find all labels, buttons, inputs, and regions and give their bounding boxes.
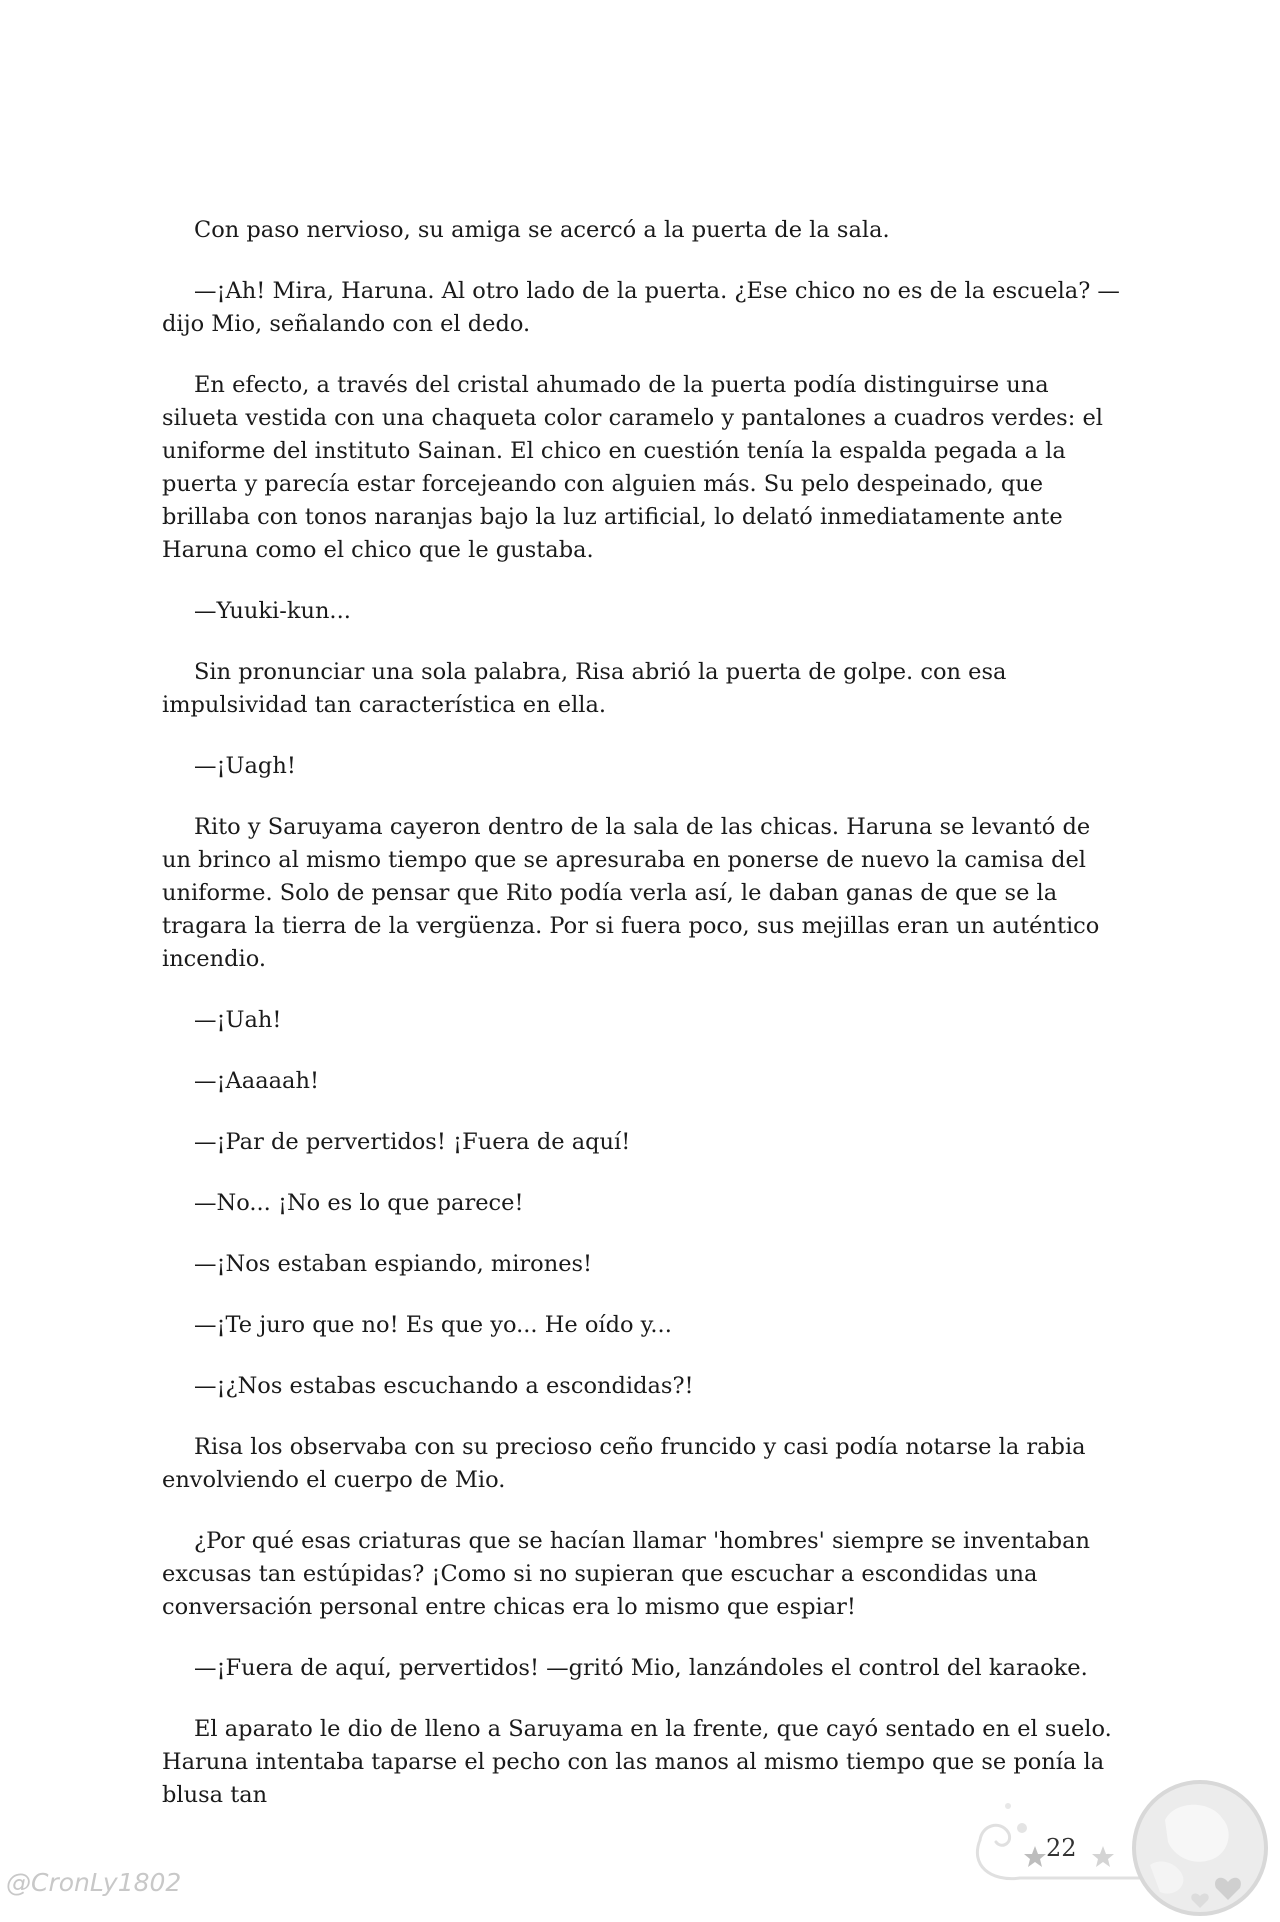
paragraph: —¡Par de pervertidos! ¡Fuera de aquí! [194,1129,631,1155]
paragraph: —¡Fuera de aquí, pervertidos! —gritó Mio, lanzándoles el control del karaoke. [194,1655,1088,1681]
paragraph: En efecto, a través del cristal ahumado de la puerta podía distinguirse una silueta vestida con una chaqueta color caramelo y pantalones a cuadros verdes: el uniforme del instituto Sainan. El chico en cuestión tenía la espalda pegada a la puerta y parecía estar forcejeando con alguien más. Su pelo despeinado, que brillaba con tonos naranjas bajo la luz artificial, lo delató inmediatamente ante Haruna como el chico que le gustaba. [162,372,1103,563]
paragraph: Rito y Saruyama cayeron dentro de la sala de las chicas. Haruna se levantó de un brinco al mismo tiempo que se apresuraba en ponerse de nuevo la camisa del uniforme. Solo de pensar que Rito podía verla así, le daban ganas de que se la tragara la tierra de la vergüenza. Por si fuera poco, sus mejillas eran un auténtico incendio. [162,814,1100,972]
page-footer [0,1770,1280,1922]
paragraph: Risa los observaba con su precioso ceño fruncido y casi podía notarse la rabia envolviendo el cuerpo de Mio. [162,1434,1086,1493]
paragraph: —Yuuki-kun... [194,598,351,624]
star-icon [1092,1846,1114,1867]
paragraph: ¿Por qué esas criaturas que se hacían llamar 'hombres' siempre se inventaban excusas tan estúpidas? ¡Como si no supieran que escuchar a escondidas una conversación personal entre chicas era lo mismo que espiar! [162,1528,1090,1620]
paragraph: —¡Aaaaah! [194,1068,319,1094]
page-number: 22 [1046,1834,1077,1862]
paragraph: El aparato le dio de lleno a Saruyama en la frente, que cayó sentado en el suelo. Haruna intentaba taparse el pecho con las manos al mismo tiempo que se ponía la blusa tan [162,1716,1112,1808]
paragraph: —¡Ah! Mira, Haruna. Al otro lado de la puerta. ¿Ese chico no es de la escuela? —dijo Mio, señalando con el dedo. [162,278,1120,337]
paragraph: —¡Uagh! [194,753,296,779]
watermark: @CronLy1802 [6,1868,182,1897]
paragraph: —¡Uah! [194,1007,282,1033]
page-body [162,214,1122,1840]
paragraph: —No... ¡No es lo que parece! [194,1190,524,1216]
paragraph: —¡Te juro que no! Es que yo... He oído y... [194,1312,672,1338]
paragraph: Sin pronunciar una sola palabra, Risa abrió la puerta de golpe. con esa impulsividad tan característica en ella. [162,659,1007,718]
paragraph: —¡Nos estaban espiando, mirones! [194,1251,593,1277]
star-icon [1024,1846,1046,1867]
paragraph: Con paso nervioso, su amiga se acercó a la puerta de la sala. [194,217,890,243]
footer-ornament-icon [960,1770,1280,1922]
paragraph: —¡¿Nos estabas escuchando a escondidas?! [194,1373,694,1399]
